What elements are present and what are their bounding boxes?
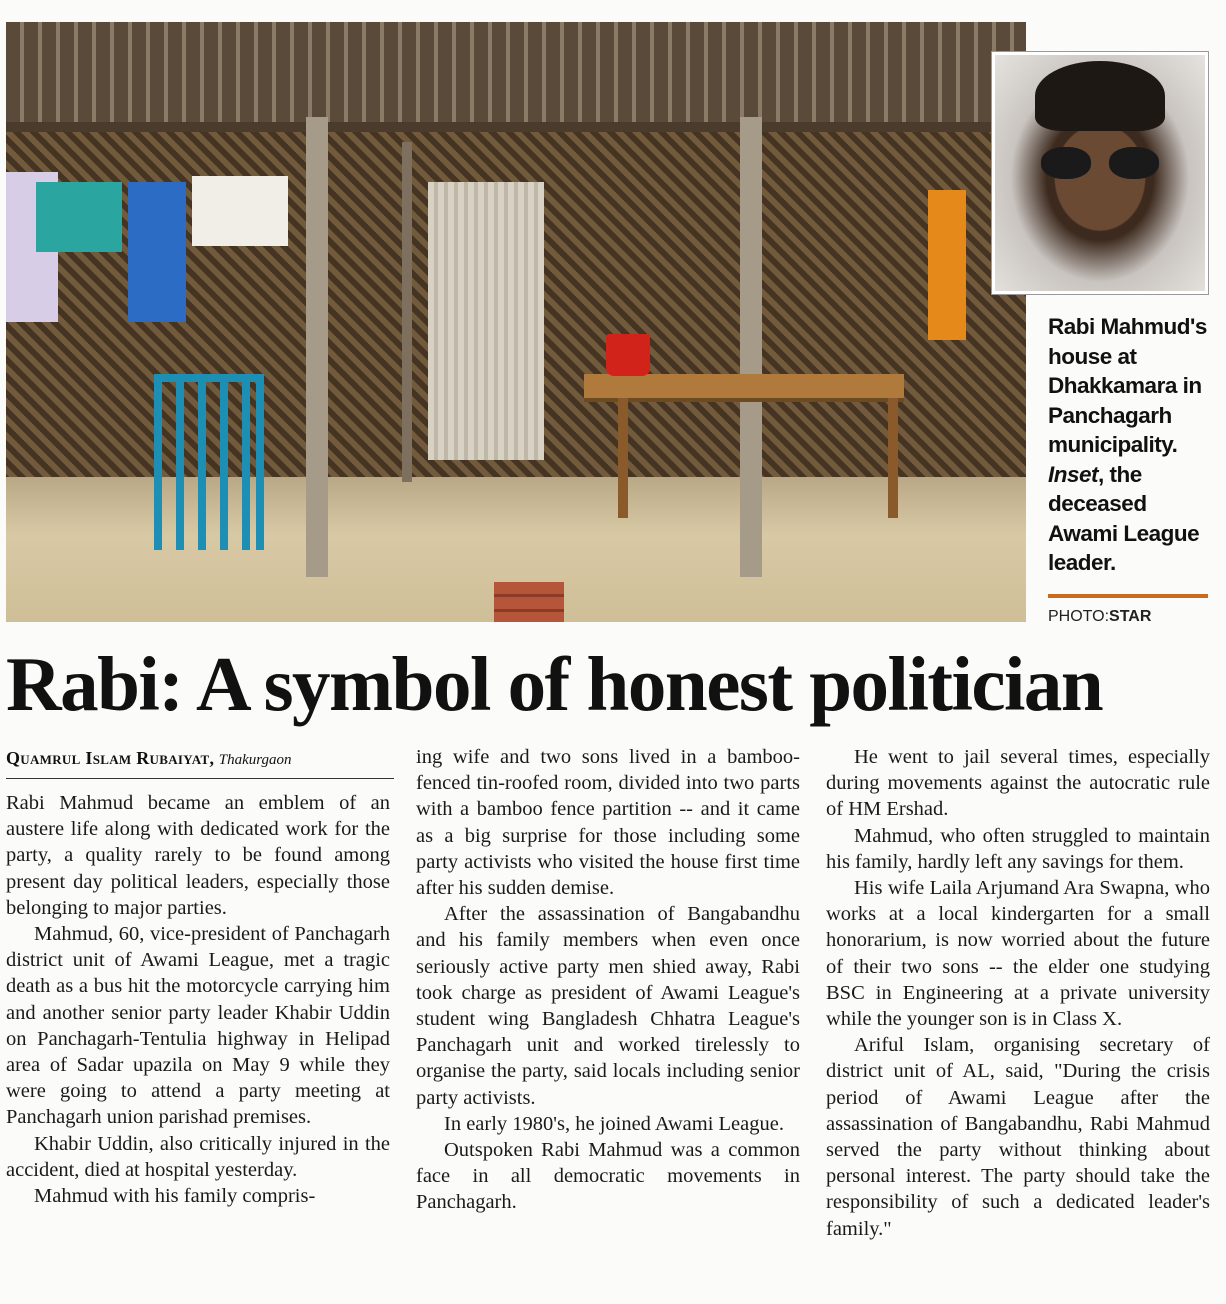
paragraph: He went to jail several times, especially during movements against the autocratic rule of HM Ershad.: [826, 746, 1210, 821]
tin-roof: [6, 22, 1026, 132]
paragraph: Outspoken Rabi Mahmud was a common face in all democratic movements in Panchagarh.: [416, 1139, 800, 1214]
credit-prefix: PHOTO:: [1048, 608, 1110, 625]
hanging-cloth: [928, 190, 966, 340]
article-column-1: [6, 790, 390, 1209]
brick-steps: [494, 582, 564, 622]
porch-pillar: [306, 117, 328, 577]
door-curtain: [428, 182, 544, 460]
paragraph: Rabi Mahmud became an emblem of an austere life along with dedicated work for the party, a quality rarely to be found among present day political leaders, especially those belonging to major parties.: [6, 792, 390, 919]
red-bucket: [606, 334, 650, 376]
author-name: Quamrul Islam Rubaiyat,: [6, 748, 215, 768]
byline: [6, 748, 394, 779]
paragraph: His wife Laila Arjumand Ara Swapna, who works at a local kindergarten for a small honorarium, is now worried about the future of their two sons -- the elder one studying BSC in Engineering at a private university while the younger son is in Class X.: [826, 877, 1210, 1031]
hanging-cloth: [192, 176, 288, 246]
photo-caption: [1048, 312, 1218, 578]
caption-text-2: , the deceased Awami League leader.: [1048, 461, 1200, 575]
hanging-cloth: [36, 182, 122, 252]
blue-chair: [154, 374, 264, 550]
table-leg: [618, 398, 628, 518]
article-column-3: [826, 744, 1210, 1242]
paragraph: After the assassination of Bangabandhu and his family members when even once seriously active party men shied away, Rabi took charge as president of Awami League's student wing Bangladesh Chhatra League's Panchagarh unit and worked tirelessly to organise the party, said locals including senior party activists.: [416, 903, 800, 1109]
paragraph: ing wife and two sons lived in a bamboo-fenced tin-roofed room, divided into two parts with a bamboo fence partition -- and it came as a big surprise for those including some party activists who visited the house first time after his sudden demise.: [416, 746, 800, 900]
table-leg: [888, 398, 898, 518]
house-photo: [6, 22, 1026, 622]
caption-inset-word: Inset: [1048, 461, 1099, 487]
inset-portrait: [992, 52, 1208, 294]
headline: Rabi: A symbol of honest politician: [6, 641, 1103, 727]
paragraph: Mahmud with his family compris-: [34, 1185, 316, 1208]
paragraph: In early 1980's, he joined Awami League.: [444, 1112, 784, 1135]
sunglasses-icon: [1041, 147, 1159, 181]
caption-text: Rabi Mahmud's house at Dhakkamara in Panchagarh municipality.: [1048, 314, 1207, 457]
paragraph: Mahmud, 60, vice-president of Panchagarh district unit of Awami League, met a tragic death as a bus hit the motorcycle carrying him and another senior party leader Khabir Uddin on Panchagarh-Tentulia highway in Helipad area of Sadar upazila on May 9 while they were going to attend a party meeting at Panchagarh union parishad premises.: [6, 923, 390, 1129]
porch-pillar: [740, 117, 762, 577]
article-column-2: [416, 744, 800, 1216]
wooden-table: [584, 374, 904, 402]
porch-pillar: [402, 142, 412, 482]
credit-source: STAR: [1109, 608, 1152, 625]
paragraph: Khabir Uddin, also critically injured in the accident, died at hospital yesterday.: [6, 1132, 390, 1181]
hanging-cloth: [128, 182, 186, 322]
paragraph: Mahmud, who often struggled to maintain his family, hardly left any savings for them.: [826, 824, 1210, 873]
dateline-place: Thakurgaon: [218, 752, 292, 768]
caption-rule: [1048, 594, 1208, 598]
paragraph: Ariful Islam, organising secretary of district unit of AL, said, "During the crisis period of Awami League after the assassination of Bangabandhu, Rabi Mahmud served the party without thinking about personal interest. The party should take the responsibility of such a dedicated leader's family.": [826, 1034, 1210, 1240]
portrait-hair: [1035, 61, 1165, 131]
photo-credit: [1048, 608, 1151, 626]
